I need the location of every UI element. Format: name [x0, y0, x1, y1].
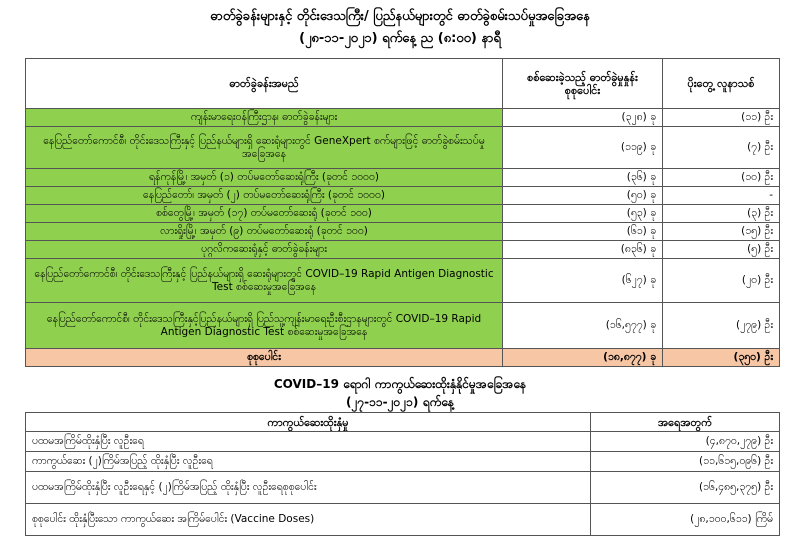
- header-vaccination: ကာကွယ်ဆေးထိုးနှံမှု: [26, 413, 591, 432]
- total-tests: (၁၈,၈၇၇) ခု: [503, 349, 663, 367]
- lab-name: နေပြည်တော်၊ အမှတ် (၂) တပ်မတော်ဆေးရုံကြီး (ခုတင် ၁၀၀၀): [26, 187, 503, 205]
- tests-count: (၃၂၈) ခု: [503, 109, 663, 127]
- lab-name: နေပြည်တော်ကောင်စီ၊ တိုင်းဒေသကြီးနှင့် ပြည်နယ်များရှိ ဆေးရုံများတွင် COVID–19 Rapid Antigen Diagnostic Test စစ်ဆေးမှုအခြေအနေ: [26, 259, 503, 303]
- table-row: [26, 472, 780, 504]
- tests-count: (၃၆) ခု: [503, 169, 663, 187]
- lab-test-table: [25, 58, 780, 367]
- table-header-row: [26, 413, 780, 432]
- tests-count: (၈၃၆) ခု: [503, 241, 663, 259]
- vaccine-value: (၁၁,၆၁၅,၀၉၆) ဦး: [591, 452, 780, 472]
- table-row: [26, 187, 780, 205]
- tests-count: (၅၃) ခု: [503, 205, 663, 223]
- vaccine-date: (၂၇-၁၁-၂၀၂၁) ရက်နေ့: [346, 395, 454, 409]
- cases-count: (၇) ဦး: [663, 127, 780, 169]
- vaccine-table: [25, 412, 780, 536]
- page-title: ဓာတ်ခွဲခန်းများနှင့် တိုင်းဒေသကြီး/ ပြည်နယ်များတွင် ဓာတ်ခွဲစမ်းသပ်မှုအခြေအနေ: [210, 9, 590, 24]
- table-row: [26, 127, 780, 169]
- table-row: [26, 109, 780, 127]
- table-row: [26, 259, 780, 303]
- cases-count: (၂၇၉) ဦး: [663, 303, 780, 349]
- lab-name: လားရှိုးမြို့၊ အမှတ် (၉) တပ်မတော်ဆေးရုံ (ခုတင် ၁၀၀): [26, 223, 503, 241]
- vaccine-title: COVID–19 ရောဂါ ကာကွယ်ဆေးထိုးနှံနိုင်မှုအခြေအနေ: [273, 377, 527, 391]
- table-row: [26, 223, 780, 241]
- cases-count: (၅) ဦး: [663, 241, 780, 259]
- vaccine-value: (၁၆,၄၈၅,၃၇၅) ဦး: [591, 472, 780, 504]
- header-new-cases: ပိုးတွေ့ လူနာသစ်: [663, 59, 780, 109]
- lab-name: နေပြည်တော်ကောင်စီ၊ တိုင်းဒေသကြီးနှင့်ပြည်နယ်များရှိ ပြည်သူ့ကျန်းမာရေးဦးစီးဌာနများတွင် COVID–19 Rapid Antigen Diagnostic Test စစ်ဆေးမှုအခြေအနေ: [26, 303, 503, 349]
- cases-count: -: [663, 187, 780, 205]
- table-header-row: [26, 59, 780, 109]
- cases-count: (၂၀) ဦး: [663, 259, 780, 303]
- cases-count: (၁၀) ဦး: [663, 169, 780, 187]
- tests-count: (၆၁) ခု: [503, 223, 663, 241]
- total-label: စုစုပေါင်း: [26, 349, 503, 367]
- tests-count: (၁၆,၅၇၇) ခု: [503, 303, 663, 349]
- lab-name: ကျန်းမာရေးဝန်ကြီးဌာန၊ ဓာတ်ခွဲခန်းများ: [26, 109, 503, 127]
- cases-count: (၁၅) ဦး: [663, 223, 780, 241]
- total-row: [26, 349, 780, 367]
- table-row: [26, 241, 780, 259]
- lab-name: နေပြည်တော်ကောင်စီ၊ တိုင်းဒေသကြီးနှင့် ပြည်နယ်များရှိ ဆေးရုံများတွင် GeneXpert စက်များဖြင့် ဓာတ်ခွဲစမ်းသပ်မှုအခြေအနေ: [26, 127, 503, 169]
- page-date: (၂၈-၁၁-၂၀၂၁) ရက်နေ့ ည (၈:၀၀) နာရီ: [299, 31, 501, 46]
- lab-name: စစ်တွေမြို့၊ အမှတ် (၁၇) တပ်မတော်ဆေးရုံ (ခုတင် ၁၀၀): [26, 205, 503, 223]
- vaccine-label: စုစုပေါင်း ထိုးနှံပြီးသော ကာကွယ်ဆေး အကြိမ်ပေါင်း (Vaccine Doses): [26, 504, 591, 536]
- header-count: အရေအတွက်: [591, 413, 780, 432]
- table-row: [26, 205, 780, 223]
- total-cases: (၃၅၀) ဦး: [663, 349, 780, 367]
- cases-count: (၃) ဦး: [663, 205, 780, 223]
- vaccine-value: (၂၈,၁၀၀,၆၁၁) ကြိမ်: [591, 504, 780, 536]
- lab-name: ရန်ကုန်မြို့၊ အမှတ် (၁) တပ်မတော်ဆေးရုံကြီး (ခုတင် ၁၀၀၀): [26, 169, 503, 187]
- cases-count: (၁၁) ဦး: [663, 109, 780, 127]
- header-tests-total: စစ်ဆေးခဲ့သည့် ဓာတ်ခွဲမှုနှုန်း စုစုပေါင်း: [503, 59, 663, 109]
- vaccine-label: ကာကွယ်ဆေး (၂)ကြိမ်အပြည့် ထိုးနှံပြီး လူဦးရေ: [26, 452, 591, 472]
- table-row: [26, 169, 780, 187]
- header-lab-name: ဓာတ်ခွဲခန်းအမည်: [26, 59, 503, 109]
- vaccine-label: ပထမအကြိမ်ထိုးနှံပြီး လူဦးရေနှင့် (၂)ကြိမ်အပြည့် ထိုးနှံပြီး လူဦးရေစုစုပေါင်း: [26, 472, 591, 504]
- table-row: [26, 452, 780, 472]
- table-row: [26, 303, 780, 349]
- tests-count: (၆၂၇) ခု: [503, 259, 663, 303]
- vaccine-value: (၄,၈၇၀,၂၇၉) ဦး: [591, 432, 780, 452]
- lab-name: ပုဂ္ဂလိကဆေးရုံနှင့် ဓာတ်ခွဲခန်းများ: [26, 241, 503, 259]
- table-row: [26, 432, 780, 452]
- tests-count: (၁၁၉) ခု: [503, 127, 663, 169]
- vaccine-label: ပထမအကြိမ်ထိုးနှံပြီး လူဦးရေ: [26, 432, 591, 452]
- table-row: [26, 504, 780, 536]
- tests-count: (၅၀) ခု: [503, 187, 663, 205]
